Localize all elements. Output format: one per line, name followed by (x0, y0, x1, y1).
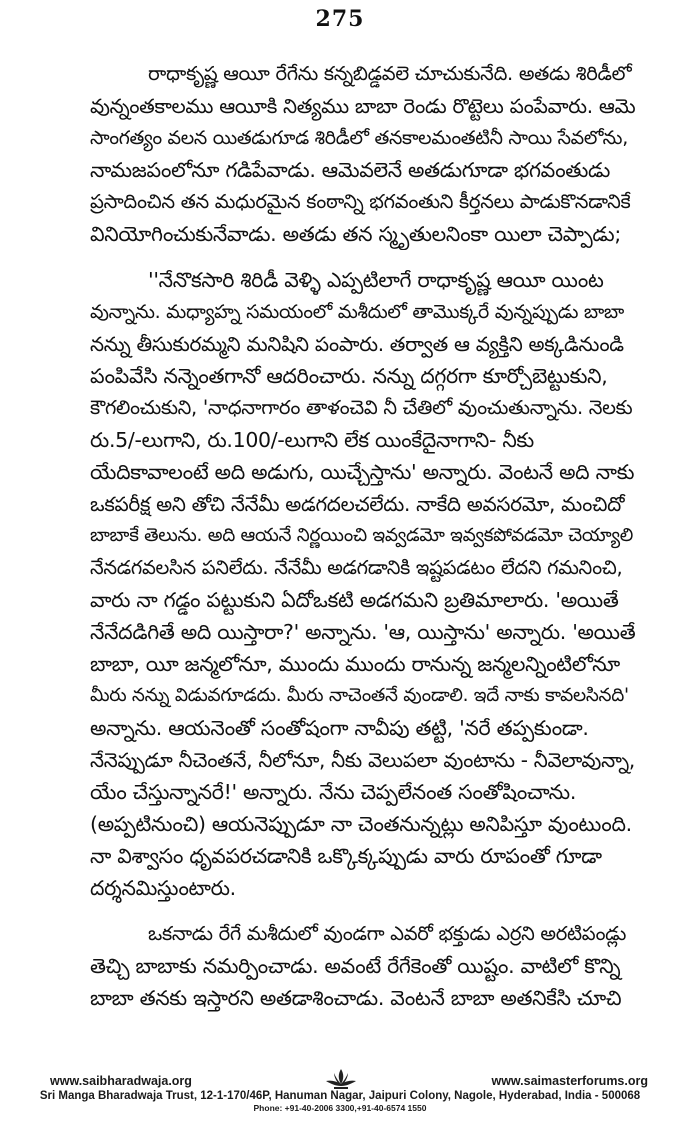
text-line: యేదికావాలంటే అది అడుగు, యిచ్చేస్తాను' అన్నారు. వెంటనే అది నాకు (90, 460, 635, 484)
footer (28, 1073, 652, 1114)
text-line: అన్నాను. ఆయనెంతో సంతోషంగా నావీపు తట్టి, 'నరే తప్పకుండా. (90, 716, 589, 740)
text-line: మీరు నన్ను విడువగూడదు. మీరు నాచెంతనే వుండాలి. ఇదే నాకు కావలసినది' (90, 685, 629, 706)
text-line: నామజపంలోనూ గడిపేవాడు. ఆమెవలెనే అతడుగూడా భగవంతుడు (90, 158, 611, 182)
text-line: రాధాకృష్ణ ఆయీ రేగేను కన్నబిడ్డవలె చూచుకునేది. అతడు శిరిడీలో (148, 62, 632, 85)
website-right-link[interactable]: www.saimasterforums.org (491, 1074, 648, 1088)
text-line: ప్రసాదించిన తన మధురమైన కంఠాన్ని భగవంతుని కీర్తనలు పాడుకొనడానికే (90, 190, 631, 213)
text-line: బాబాకే తెలును. అది ఆయనే నిర్ణయించి ఇవ్వడమో ఇవ్వకపోవడమో చెయ్యాలి (90, 525, 634, 546)
text-line: వున్నంతకాలము ఆయీకి నిత్యము బాబా రెండు రొట్టెలు పంపేవారు. ఆమె (90, 94, 635, 118)
text-line: నన్ను తీసుకురమ్మని మనిషిని పంపారు. తర్వాత ఆ వ్యక్తిని అక్కడినుండి (90, 332, 624, 356)
trust-address: Sri Manga Bharadwaja Trust, 12-1-170/46P, Hanuman Nagar, Jaipuri Colony, Nagole, Hyderabad, India - 500068 (39, 1090, 641, 1102)
paragraph (90, 918, 635, 1014)
text-line: యేం చేస్తున్నానరే!' అన్నారు. నేను చెప్పలేనంత సంతోషించాను. (90, 780, 577, 804)
text-line: వారు నా గడ్డం పట్టుకుని ఏదోఒకటి అడగమని బ్రతిమాలారు. 'అయితే (90, 588, 619, 612)
body-text (90, 58, 635, 1014)
text-line: నేనెప్పుడూ నీచెంతనే, నీలోనూ, నీకు వెలుపలా వుంటాను - నీవెలావున్నా, (90, 748, 635, 772)
text-line: నేనేదడిగితే అది యిస్తారా?' అన్నాను. 'ఆ, యిస్తాను' అన్నారు. 'అయితే (90, 620, 635, 644)
text-line: రు.5/-లుగాని, రు.100/-లుగాని లేక యింకేదైనాగాని- నీకు (90, 428, 534, 452)
text-line: ''నేనొకసారి శిరిడీ వెళ్ళి ఎప్పటిలాగే రాధాకృష్ణ ఆయీ యింట (148, 268, 604, 292)
paragraph (90, 58, 635, 250)
paragraph (90, 264, 635, 904)
text-line: పంపివేసి నన్నెంతగానో ఆదరించారు. నన్ను దగ్గరగా కూర్చోబెట్టుకుని, (90, 364, 608, 388)
footer-links-row (28, 1073, 652, 1089)
text-line: సాంగత్యం వలన యితడుగూడ శిరిడీలో తనకాలమంతటినీ సాయి సేవలోను, (90, 127, 628, 149)
phone-numbers: Phone: +91-40-2006 3300,+91-40-6574 1550 (253, 1103, 427, 1113)
text-line: దర్శనమిస్తుంటారు. (90, 876, 236, 900)
text-line: వినియోగించుకునేవాడు. అతడు తన స్మృతులనింకా యిలా చెప్పాడు; (90, 222, 621, 246)
text-line: కౌగలించుకుని, 'నాధనాగారం తాళంచెవి నీ చేతిలో వుంచుతున్నాను. నెలకు (90, 396, 633, 419)
page-number: 275 (315, 6, 365, 32)
text-line: ఒకపరీక్ష అని తోచి నేనేమీ అడగదలచలేదు. నాకేది అవసరమో, మంచిదో (90, 492, 625, 516)
text-line: తెచ్చి బాబాకు నమర్పించాడు. అవంటే రేగేకెంతో యిష్టం. వాటిలో కొన్ని (90, 954, 621, 978)
text-line: వున్నాను. మధ్యాహ్న సమయంలో మశీదులో తామొక్కరే వున్నప్పుడు బాబా (90, 301, 624, 323)
text-line: బాబా, యీ జన్మలోనూ, ముందు ముందు రానున్న జన్మలన్నింటిలోనూ (90, 652, 620, 676)
text-line: బాబా తనకు ఇస్తారని అతడాశించాడు. వెంటనే బాబా అతనికేసి చూచి (90, 986, 622, 1010)
website-left-link[interactable]: www.saibharadwaja.org (50, 1074, 192, 1088)
lotus-emblem-icon (324, 1067, 358, 1091)
text-line: నా విశ్వాసం ధృవపరచడానికి ఒక్కొక్కప్పుడు వారు రూపంతో గూడా (90, 844, 602, 868)
text-line: (అప్పటినుంచి) ఆయనెప్పుడూ నా చెంతనున్నట్లు అనిపిస్తూ వుంటుంది. (90, 812, 632, 836)
text-line: నేనడగవలసిన పనిలేదు. నేనేమీ అడగడానికి ఇష్టపడటం లేదని గమనించి, (90, 556, 623, 579)
text-line: ఒకనాడు రేగే మశీదులో వుండగా ఎవరో భక్తుడు ఎర్రని అరటిపండ్లు (148, 922, 627, 945)
